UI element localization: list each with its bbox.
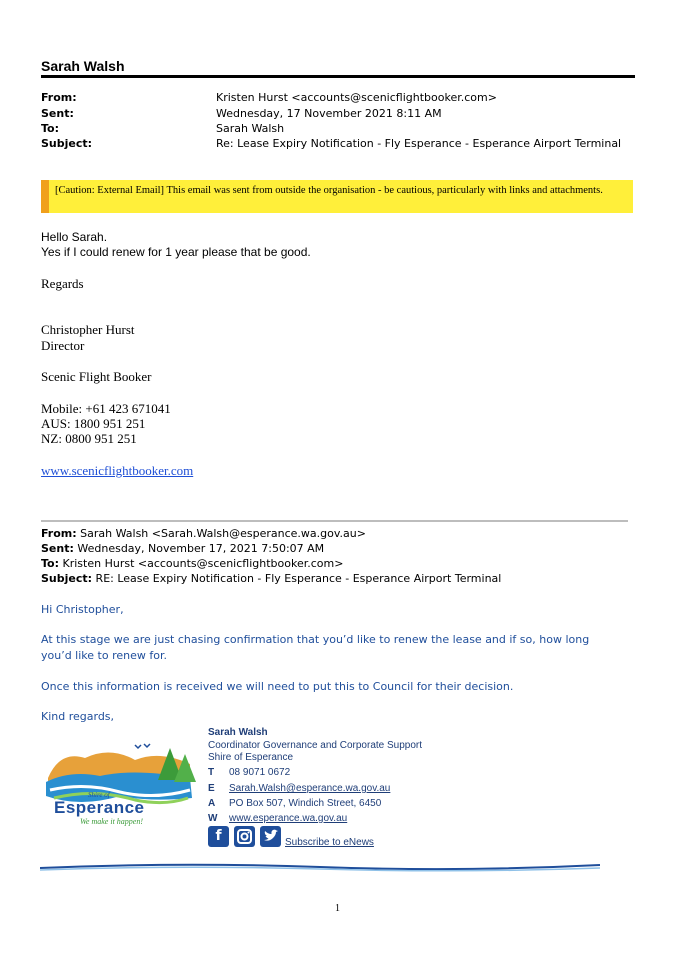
quoted-paragraph-1: At this stage we are just chasing confirmation that you’d like to renew the lease and if so, how long you’d like to renew for. [41, 633, 590, 662]
quoted-sent-label: Sent: [41, 542, 74, 555]
quoted-separator [41, 520, 628, 522]
logo-tagline: We make it happen! [80, 817, 144, 826]
signature-role: Coordinator Governance and Corporate Support [208, 740, 423, 751]
quoted-sent [41, 542, 324, 555]
external-email-warning [41, 180, 633, 213]
signature-wave-divider [40, 860, 600, 874]
quoted-from-label: From: [41, 527, 77, 540]
web-letter: W [208, 813, 218, 824]
quoted-greeting: Hi Christopher, [41, 603, 124, 616]
signature-email-link[interactable]: Sarah.Walsh@esperance.wa.gov.au [229, 783, 391, 794]
twitter-icon[interactable] [260, 826, 281, 847]
instagram-icon[interactable] [234, 826, 255, 847]
quoted-subject-value: RE: Lease Expiry Notification - Fly Esperance - Esperance Airport Terminal [95, 572, 502, 585]
subject-value: Re: Lease Expiry Notification - Fly Esperance - Esperance Airport Terminal [216, 137, 622, 150]
sender-mobile: Mobile: +61 423 671041 [41, 401, 171, 416]
quoted-subject-label: Subject: [41, 572, 93, 585]
quoted-subject [41, 572, 501, 585]
email-letter: E [208, 783, 215, 794]
quoted-from-value: Sarah Walsh <Sarah.Walsh@esperance.wa.gov.au> [80, 527, 366, 540]
signature-web-link[interactable]: www.esperance.wa.gov.au [229, 813, 348, 824]
sender-name: Christopher Hurst [41, 322, 135, 337]
sender-company: Scenic Flight Booker [41, 369, 152, 384]
quoted-to [41, 557, 343, 570]
quoted-closing: Kind regards, [41, 710, 115, 723]
from-value: Kristen Hurst <accounts@scenicflightbooker.com> [216, 91, 497, 104]
sender-nz-phone: NZ: 0800 951 251 [41, 431, 137, 446]
warning-text: [Caution: External Email] This email was sent from outside the organisation - be cautious, particularly with links and attachments. [55, 185, 603, 196]
quoted-paragraph-2: Once this information is received we will need to put this to Council for their decision. [41, 680, 514, 693]
reply-regards: Regards [41, 276, 84, 291]
logo-esperance-text: Esperance [54, 798, 145, 817]
sent-value: Wednesday, 17 November 2021 8:11 AM [216, 107, 442, 120]
shire-logo [40, 738, 200, 830]
quoted-to-value: Kristen Hurst <accounts@scenicflightbooker.com> [62, 557, 344, 570]
signature-name: Sarah Walsh [208, 727, 268, 738]
sender-aus-phone: AUS: 1800 951 251 [41, 416, 146, 431]
phone-letter: T [208, 767, 215, 778]
reply-line: Yes if I could renew for 1 year please that be good. [41, 245, 311, 259]
signature-org: Shire of Esperance [208, 752, 294, 763]
warning-accent-bar [41, 180, 49, 213]
to-label: To: [41, 122, 59, 135]
quoted-to-label: To: [41, 557, 59, 570]
signature-phone: 08 9071 0672 [229, 767, 291, 778]
mailbox-owner: Sarah Walsh [41, 58, 125, 74]
reply-greeting: Hello Sarah. [41, 230, 108, 244]
logo-shire-of-text: Shire of [88, 791, 110, 799]
sender-title: Director [41, 338, 85, 353]
signature-address: PO Box 507, Windich Street, 6450 [229, 798, 382, 809]
sender-website-link[interactable]: www.scenicflightbooker.com [41, 463, 194, 478]
from-label: From: [41, 91, 77, 104]
address-letter: A [208, 798, 216, 809]
page-number: 1 [335, 903, 340, 914]
subscribe-enews-link[interactable]: Subscribe to eNews [285, 837, 374, 848]
facebook-icon[interactable]: f [208, 826, 229, 847]
header-rule [41, 75, 635, 78]
quoted-from [41, 527, 366, 540]
quoted-sent-value: Wednesday, November 17, 2021 7:50:07 AM [77, 542, 325, 555]
to-value: Sarah Walsh [216, 122, 285, 135]
sent-label: Sent: [41, 107, 74, 120]
subject-label: Subject: [41, 137, 93, 150]
